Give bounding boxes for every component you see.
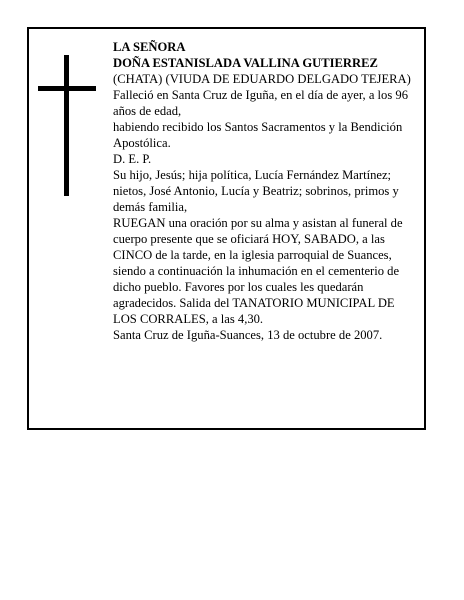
family-list: Su hijo, Jesús; hija política, Lucía Fernández Martínez; nietos, José Antonio, Lucía y Beatriz; sobrinos, primos y demás familia, xyxy=(113,168,399,214)
deceased-alias: (CHATA) (VIUDA DE EDUARDO DELGADO TEJERA) xyxy=(113,72,411,86)
cross-icon xyxy=(64,55,69,196)
sacraments-info: habiendo recibido los Santos Sacramentos y la Bendición Apostólica. xyxy=(113,120,403,150)
deceased-name: DOÑA ESTANISLADA VALLINA GUTIERREZ xyxy=(113,56,378,70)
place-date: Santa Cruz de Iguña-Suances, 13 de octubre de 2007. xyxy=(113,328,383,342)
death-info: Falleció en Santa Cruz de Iguña, en el día de ayer, a los 96 años de edad, xyxy=(113,88,408,118)
notice-title: LA SEÑORA xyxy=(113,40,186,54)
funeral-request: RUEGAN una oración por su alma y asistan al funeral de cuerpo presente que se oficiará HOY, SABADO, a las CINCO de la tarde, en la iglesia parroquial de Suances, siendo a continuación la inhumación en el cementerio de dicho pueblo. Favores por los cuales les quedarán agradecidos. Salida del TANATORIO MUNICIPAL DE LOS CORRALES, a las 4,30. xyxy=(113,216,403,326)
rip-line: D. E. P. xyxy=(113,152,152,166)
obituary-text xyxy=(113,39,419,343)
cross-icon-bar xyxy=(38,86,96,91)
